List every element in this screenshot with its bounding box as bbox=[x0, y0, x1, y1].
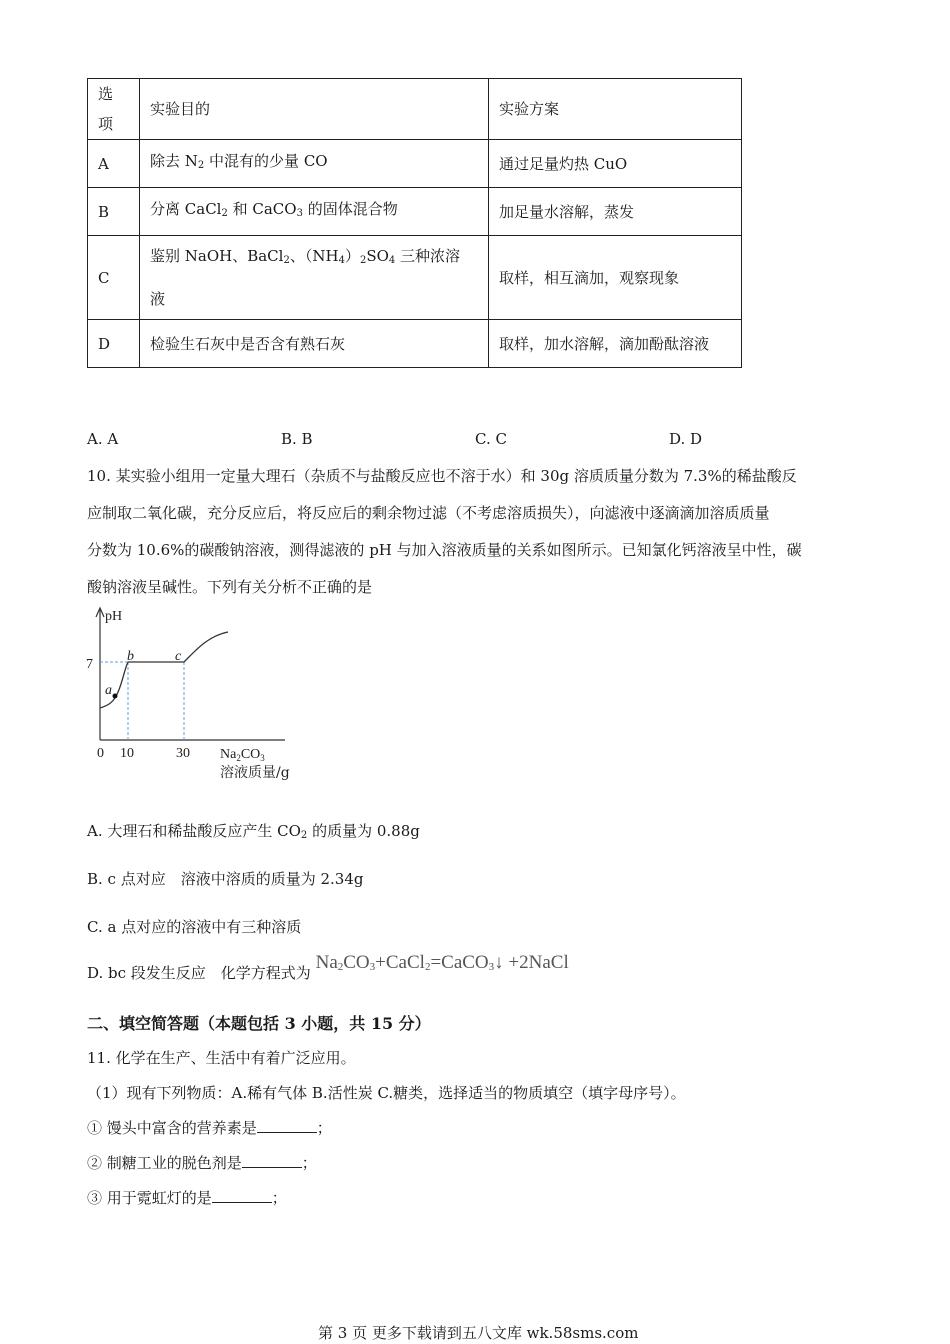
table-header-row bbox=[88, 79, 742, 140]
row-purpose: 除去 $N_2$ 中混有的少量 CO bbox=[140, 140, 489, 188]
ph-curve bbox=[100, 632, 228, 708]
table-row bbox=[88, 236, 742, 320]
header-scheme: 实验方案 bbox=[489, 79, 742, 140]
row-key: A bbox=[88, 140, 140, 188]
header-key-char2: 项 bbox=[98, 115, 114, 133]
q11-item3: ③ 用于霓虹灯的是 ； bbox=[87, 1189, 287, 1207]
point-b-label: b bbox=[127, 649, 134, 664]
section-heading: 二、填空简答题（本题包括 3 小题，共 15 分） bbox=[87, 1014, 431, 1033]
row-key: B bbox=[88, 188, 140, 236]
page-footer: 第 3 页 更多下载请到五八文库 wk.58sms.com bbox=[318, 1324, 639, 1342]
row-scheme: 通过足量灼热 CuO bbox=[489, 140, 742, 188]
row-purpose: 检验生石灰中是否含有熟石灰 bbox=[140, 320, 489, 368]
answer-blank[interactable] bbox=[242, 1153, 302, 1168]
q11-title: 11. 化学在生产、生活中有着广泛应用。 bbox=[87, 1049, 356, 1067]
x-tick-label: 10 bbox=[120, 746, 134, 761]
q11-sub1: （1）现有下列物质：A.稀有气体 B.活性炭 C.糖类，选择适当的物质填空（填字母序号）。 bbox=[87, 1084, 686, 1102]
table-row bbox=[88, 188, 742, 236]
row-scheme: 加足量水溶解，蒸发 bbox=[489, 188, 742, 236]
answer-blank[interactable] bbox=[212, 1188, 272, 1203]
q9-option-d[interactable]: D. D bbox=[669, 430, 703, 448]
answer-blank[interactable] bbox=[257, 1118, 317, 1133]
q9-option-c[interactable]: C. C bbox=[475, 430, 507, 448]
q11-item2: ② 制糖工业的脱色剂是 ； bbox=[87, 1154, 317, 1172]
y-axis-label: pH bbox=[105, 609, 123, 624]
row-purpose: 分离 CaCl$_2$ 和 CaCO$_3$ 的固体混合物 bbox=[140, 188, 489, 236]
row-purpose: 鉴别 NaOH、BaCl$_2$、$(NH_4)_2SO_4$ 三种浓溶 液 bbox=[140, 236, 489, 320]
header-key bbox=[88, 79, 140, 140]
x-axis-label-line1: $Na_2CO_3$ bbox=[220, 747, 265, 763]
row-key: D bbox=[88, 320, 140, 368]
q10-stem-line3: 分数为 10.6%的碳酸钠溶液，测得滤液的 pH 与加入溶液质量的关系如图所示。已知氯化钙溶液呈中性，碳 bbox=[87, 541, 802, 559]
q9-option-a[interactable]: A. A bbox=[87, 430, 119, 448]
origin-label: 0 bbox=[97, 746, 104, 761]
row-scheme: 取样，加水溶解，滴加酚酞溶液 bbox=[489, 320, 742, 368]
header-key-char1: 选 bbox=[98, 85, 114, 103]
x-tick-label: 30 bbox=[176, 746, 190, 761]
row-scheme: 取样，相互滴加，观察现象 bbox=[489, 236, 742, 320]
point-a-label: a bbox=[105, 683, 112, 698]
q10-stem-line4: 酸钠溶液呈碱性。下列有关分析不正确的是 bbox=[87, 578, 373, 596]
q10-option-b[interactable]: B. c 点对应 溶液中溶质的质量为 2.34g bbox=[87, 870, 364, 888]
chemical-equation: $Na_2CO_3+CaCl_2=CaCO_3↓$ +2NaCl bbox=[315, 952, 569, 973]
table-row bbox=[88, 320, 742, 368]
q10-option-a[interactable]: A. 大理石和稀盐酸反应产生 $CO_2$ 的质量为 0.88g bbox=[87, 822, 420, 841]
table-row bbox=[88, 140, 742, 188]
point-c-label: c bbox=[175, 649, 182, 664]
header-purpose: 实验目的 bbox=[140, 79, 489, 140]
x-axis-label-line2: 溶液质量/g bbox=[220, 765, 290, 781]
experiment-table bbox=[87, 78, 742, 368]
row-key: C bbox=[88, 236, 140, 320]
q9-option-b[interactable]: B. B bbox=[281, 430, 313, 448]
q10-option-c[interactable]: C. a 点对应的溶液中有三种溶质 bbox=[87, 918, 302, 936]
ph-chart bbox=[80, 600, 320, 785]
q10-option-d[interactable]: D. bc 段发生反应 化学方程式为 $Na_2CO_3+CaCl_2=CaCO_3↓$ +2NaCl bbox=[87, 952, 569, 982]
y-tick-label: 7 bbox=[86, 657, 93, 672]
q11-item1: ① 馒头中富含的营养素是 ； bbox=[87, 1119, 332, 1137]
q10-stem-line2: 应制取二氧化碳，充分反应后，将反应后的剩余物过滤（不考虑溶质损失），向滤液中逐滴滴加溶质质量 bbox=[87, 504, 770, 522]
point-a-marker bbox=[113, 694, 118, 699]
q10-stem-line1: 10. 某实验小组用一定量大理石（杂质不与盐酸反应也不溶于水）和 30g 溶质质量分数为 7.3%的稀盐酸反 bbox=[87, 467, 797, 485]
